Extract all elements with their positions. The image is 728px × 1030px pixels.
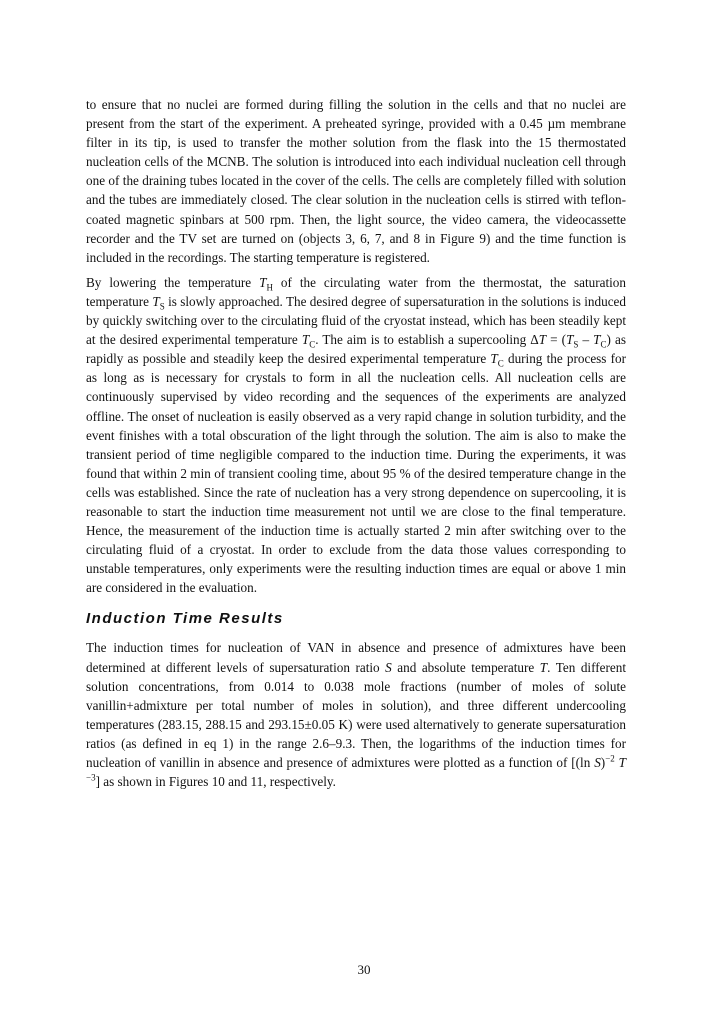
paragraph-text: By lowering the temperature $T_H$ of the circulating water from the thermostat, the saturation temperature $T_S$ is slowly approached. The desired degree of supersaturation in the solutions is induced by quickly switching over to the circulating fluid of the cryostat instead, which has been steadily kept at the desired experimental temperature $T_C$. The aim is to establish a supercooling $\Delta T = (T_S - T_C)$ as rapidly as possible and steadily keep the desired experimental temperature $T_C$ during the process for as long as is necessary for crystals to form in all the nucleation cells. All nucleation cells are continuously supervised by video recording and the sequences of the experiments are analyzed offline. The onset of nucleation is easily observed as a very rapid change in solution turbidity, and the event finishes with a total obscuration of the light through the solution. The aim is also to make the transient period of time negligible compared to the induction time. During the experiments, it was found that within 2 min of transient cooling time, about 95 % of the desired temperature change in the cells was established. Since the rate of nucleation has a very strong dependence on supercooling, it is reasonable to start the induction time measurement not until we are close to the final temperature. Hence, the measurement of the induction time is actually started 2 min after switching over to the circulating fluid of a cryostat. In order to exclude from the data those values corresponding to unstable temperatures, only experiments were the resulting induction times are equal or above 1 min are considered in the evaluation. — [86, 274, 627, 596]
page-number: 30 — [357, 962, 371, 977]
paragraph-experiment-procedure — [86, 95, 626, 267]
paragraph-supercooling — [86, 273, 626, 598]
document-page — [86, 95, 626, 797]
section-heading: Induction Time Results — [86, 610, 284, 628]
paragraph-text: to ensure that no nuclei are formed during filling the solution in the cells and that no nuclei are present from the start of the experiment. A preheated syringe, provided with a 0.45 µm membrane filter in its tip, is used to transfer the mother solution from the flask into the 15 thermostated nucleation cells of the MCNB. The solution is introduced into each individual nucleation cell through one of the draining tubes located in the cover of the cells. The cells are completely filled with solution and the tubes are immediately closed. The clear solution in the nucleation cells is stirred with teflon-coated magnetic spinbars at 500 rpm. Then, the light source, the video camera, the videocassette recorder and the TV set are turned on (objects 3, 6, 7, and 8 in Figure 9) and the time function is included in the recordings. The starting temperature is registered. — [86, 97, 626, 265]
paragraph-induction-results — [86, 638, 626, 791]
paragraph-text: The induction times for nucleation of VAN in absence and presence of admixtures have been determined at different levels of supersaturation ratio S and absolute temperature T. Ten different solution concentrations, from 0.014 to 0.038 mole fractions (number of moles of solute vanillin+admixture per total number of moles in solution), and three different undercooling temperatures (283.15, 288.15 and 293.15±0.05 K) were used alternatively to generate supersaturation ratios (as defined in eq 1) in the range 2.6–9.3. Then, the logarithms of the induction times for nucleation of vanillin in absence and presence of admixtures were plotted as a function of [(ln S)$^{-2}$ T $^{-3}$] as shown in Figures 10 and 11, respectively. — [86, 640, 627, 790]
